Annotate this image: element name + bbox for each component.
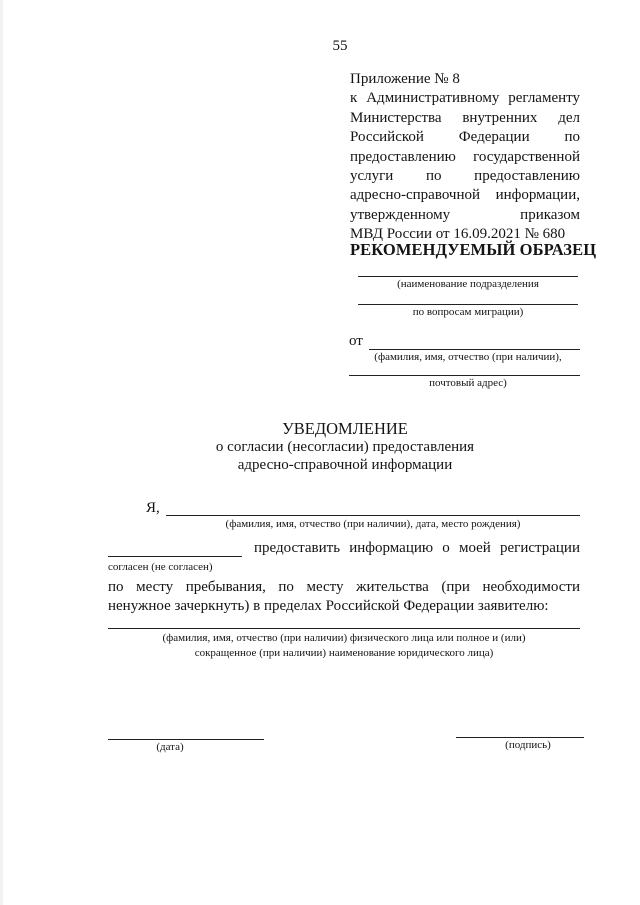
applicant-caption-2: сокращенное (при наличии) наименование юридического лица): [194, 647, 494, 659]
signature-caption: (подпись): [505, 739, 551, 751]
sender-caption-2: почтовый адрес): [429, 377, 507, 389]
applicant-self-line[interactable]: [166, 515, 580, 516]
appendix-line: предоставлению государственной: [350, 148, 580, 165]
signature-line[interactable]: [456, 737, 584, 738]
appendix-line: адресно-справочной информации,: [350, 187, 580, 204]
provide-text: предоставить информацию о моей регистрации: [254, 540, 580, 556]
applicant-caption-1: (фамилия, имя, отчество (при наличии) физического лица или полное и (или): [162, 632, 526, 644]
date-line[interactable]: [108, 739, 264, 740]
i-caption: (фамилия, имя, отчество (при наличии), дата, место рождения): [225, 518, 521, 530]
appendix-line: утвержденному приказом: [350, 206, 580, 223]
recipient-name-line-2[interactable]: [358, 304, 578, 305]
appendix-line: к Административному регламенту: [350, 90, 580, 107]
scan-edge: [0, 0, 3, 905]
recipient-caption-1: (наименование подразделения: [397, 278, 539, 290]
recipient-name-line[interactable]: [358, 276, 578, 277]
recipient-caption-2: по вопросам миграции): [412, 306, 524, 318]
appendix-line: Российской Федерации по: [350, 129, 580, 146]
page-number: 55: [332, 38, 348, 54]
notice-title: УВЕДОМЛЕНИЕ: [282, 419, 408, 438]
notice-subtitle-2: адресно-справочной информации: [237, 457, 453, 473]
notice-subtitle-1: о согласии (несогласии) предоставления: [215, 439, 475, 455]
from-label: от: [349, 333, 363, 349]
paragraph-line-2: ненужное зачеркнуть) в пределах Российской Федерации заявителю:: [108, 598, 549, 614]
consent-caption: согласен (не согласен): [108, 561, 213, 573]
consent-line[interactable]: [108, 556, 242, 557]
recipient-applicant-line[interactable]: [108, 628, 580, 629]
appendix-line: Министерства внутренних дел: [350, 109, 580, 126]
sample-title: РЕКОМЕНДУЕМЫЙ ОБРАЗЕЦ: [350, 240, 597, 259]
sender-name-line[interactable]: [369, 349, 580, 350]
appendix-line: МВД России от 16.09.2021 № 680: [350, 226, 566, 243]
appendix-line: Приложение № 8: [350, 71, 460, 87]
paragraph-line-1: по месту пребывания, по месту жительства (при необходимости: [108, 579, 580, 595]
sender-caption-1: (фамилия, имя, отчество (при наличии),: [374, 351, 562, 363]
sender-address-line[interactable]: [349, 375, 580, 376]
i-label: Я,: [146, 500, 160, 516]
date-caption: (дата): [156, 741, 184, 753]
appendix-header: [350, 70, 580, 245]
appendix-line: услуги по предоставлению: [350, 167, 580, 184]
